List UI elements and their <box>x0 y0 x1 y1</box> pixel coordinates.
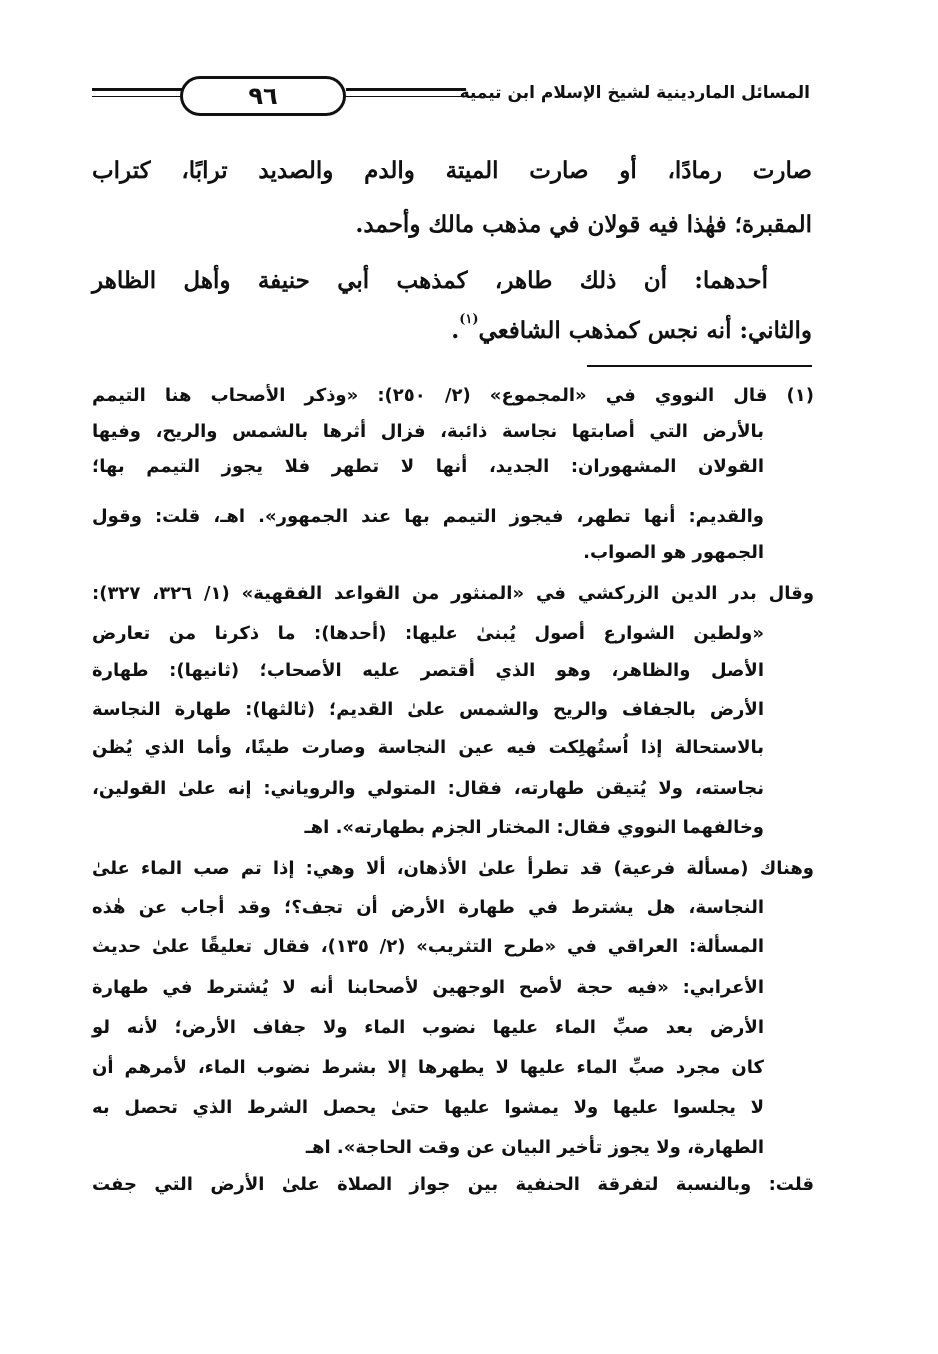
main-line-2: المقبرة؛ فهٰذا فيه قولان في مذهب مالك وأحمد. <box>355 211 812 238</box>
footnote-line: بالأرض التي أصابتها نجاسة ذائبة، فزال أثرها بالشمس والريح، وفيها <box>92 421 764 442</box>
main-line-4-end: . <box>451 317 460 344</box>
header-rule-mid-thin <box>346 96 466 97</box>
running-title: المسائل الماردينية لشيخ الإسلام ابن تيمية <box>459 83 810 103</box>
footnote-line: كان مجرد صبِّ الماء عليها لا يطهرها إلا بشرط نضوب الماء، لأمرهم أن <box>92 1057 764 1078</box>
main-text <box>92 148 812 348</box>
main-line-1: صارت رمادًا، أو صارت الميتة والدم والصديد ترابًا، كتراب <box>92 157 812 184</box>
footnote-line: القولان المشهوران: الجديد، أنها لا تطهر فلا يجوز التيمم بها؛ <box>92 456 764 477</box>
header-rule-left-thin <box>92 96 184 97</box>
footnote-line: نجاسته، ولا يُتيقن طهارته، فقال: المتولي والروياني: إنه علىٰ القولين، <box>92 778 764 799</box>
main-line-3: أحدهما: أن ذلك طاهر، كمذهب أبي حنيفة وأهل الظاهر <box>92 267 768 294</box>
footnote-marker: (١) <box>459 312 479 327</box>
footnote-line: الأعرابي: «فيه حجة لأصح الوجهين لأصحابنا أنه لا يُشترط في طهارة <box>92 977 764 998</box>
main-line-4 <box>92 308 812 354</box>
footnote-line: لا يجلسوا عليها ولا يمشوا عليها حتىٰ يحصل الشرط الذي تحصل به <box>92 1097 764 1118</box>
header-rule-mid <box>346 88 466 91</box>
footnote-line: وخالفهما النووي فقال: المختار الجزم بطهارته». اهـ <box>304 817 764 838</box>
footnote-line: وقال بدر الدين الزركشي في «المنثور من القواعد الفقهية» (١/ ٣٢٦، ٣٢٧): <box>92 583 815 604</box>
footnote-line: وهناك (مسألة فرعية) قد تطرأ علىٰ الأذهان، ألا وهي: إذا تم صب الماء علىٰ <box>92 858 814 879</box>
header-rule-left <box>92 88 184 91</box>
footnote-line: الجمهور هو الصواب. <box>583 542 764 563</box>
footnote-line: الأصل والظاهر، وهو الذي أقتصر عليه الأصحاب؛ (ثانيها): طهارة <box>92 660 764 681</box>
footnote-line: «ولطين الشوارع أصول يُبنىٰ عليها: (أحدها): ما ذكرنا من تعارض <box>92 623 764 644</box>
footnote-line: الأرض بعد صبِّ الماء عليها نضوب الماء ولا جفاف الأرض؛ لأنه لو <box>92 1017 764 1038</box>
page-number: ٩٦ <box>180 76 346 116</box>
footnote-separator <box>587 365 812 367</box>
footnote-line: الأرض بالجفاف والريح والشمس علىٰ القديم؛ (ثالثها): طهارة النجاسة <box>92 699 764 720</box>
footnote-line: والقديم: أنها تطهر، فيجوز التيمم بها عند الجمهور». اهـ، قلت: وقول <box>92 506 764 527</box>
main-line-4-text: والثاني: أنه نجس كمذهب الشافعي <box>478 317 812 344</box>
footnote-line: (١) قال النووي في «المجموع» (٢/ ٢٥٠): «وذكر الأصحاب هنا التيمم <box>92 385 815 406</box>
page-header <box>92 70 812 116</box>
footnote-line: الطهارة، ولا يجوز تأخير البيان عن وقت الحاجة». اهـ <box>305 1137 764 1158</box>
footnote-line: المسألة: العراقي في «طرح التثريب» (٢/ ١٣٥)، فقال تعليقًا علىٰ حديث <box>92 936 764 957</box>
footnote-line: قلت: وبالنسبة لتفرقة الحنفية بين جواز الصلاة علىٰ الأرض التي جفت <box>92 1174 814 1195</box>
footnote-line: النجاسة، هل يشترط في طهارة الأرض أن تجف؟؛ وقد أجاب عن هٰذه <box>92 897 764 918</box>
footnote-line: بالاستحالة إذا اُستُهلِكت فيه عين النجاسة وصارت طينًا، وأما الذي يُظن <box>92 737 764 758</box>
